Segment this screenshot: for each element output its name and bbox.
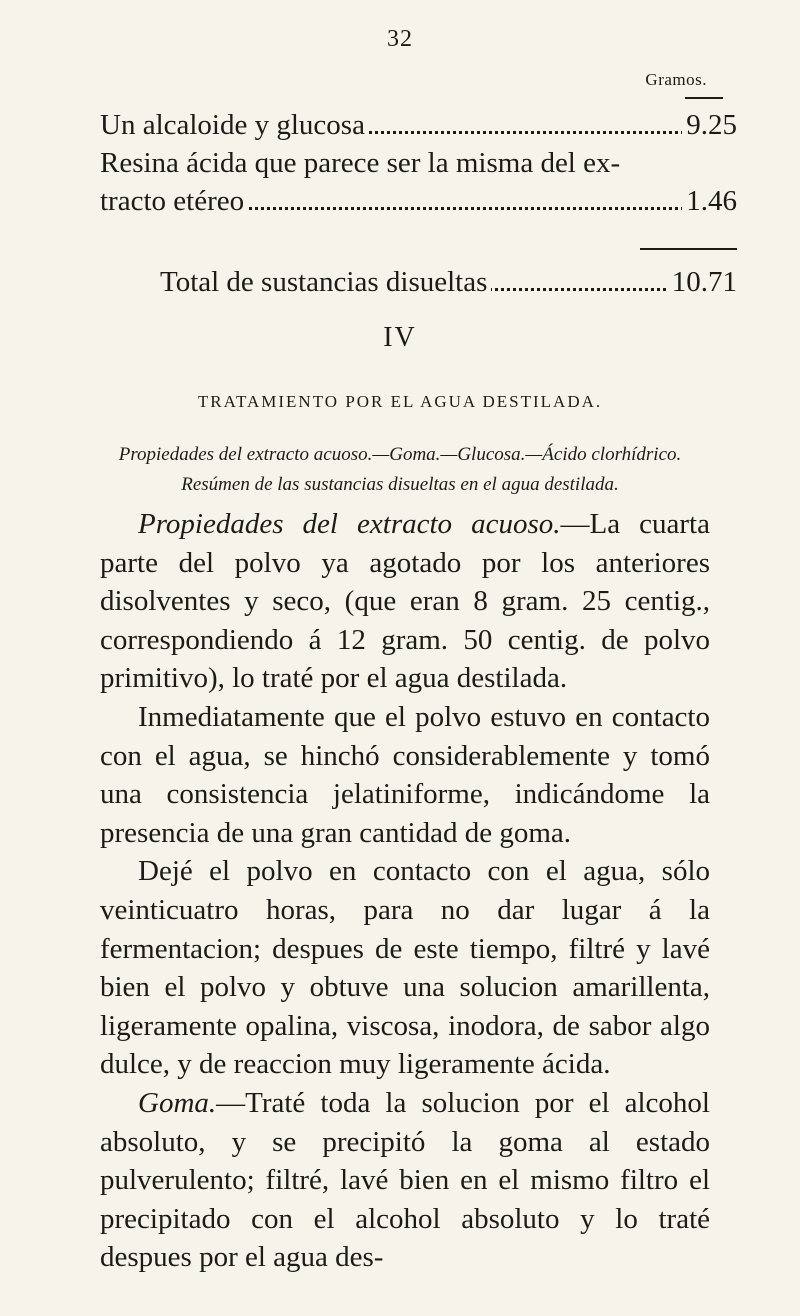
section-title: TRATAMIENTO POR EL AGUA DESTILADA. (197, 392, 603, 411)
section-numeral: IV (383, 322, 417, 353)
total-label: Total de sustancias disueltas (160, 266, 491, 298)
section-summary: Resúmen de las sustancias disueltas en el agua destilada. (181, 474, 619, 495)
total-value: 10.71 (668, 263, 737, 301)
paragraph: Dejé el polvo en contacto con el agua, sólo veinticuatro horas, para no dar lugar á la fermentacion; despues de este tiempo, filtré y lavé bien el polvo y obtuve una solucion amarillenta, ligeramente opalina, viscosa, inodora, de sabor algo dulce, y de reaccion muy ligeramente ácida. (100, 855, 710, 1081)
paragraph (100, 1084, 710, 1277)
paragraph-lead: Goma. (138, 1086, 217, 1119)
paragraph (100, 505, 710, 698)
paragraph-text: —Traté toda la solucion por el alcohol absoluto, y se precipitó la goma al estado pulverulento; filtré, lavé bien en el mismo filtro el precipitado con el alcohol absoluto y lo traté despues por el agua des- (100, 1086, 710, 1274)
paragraph: Inmediatamente que el polvo estuvo en contacto con el agua, se hinchó considerablemente y tomó una consistencia jelatiniforme, indicándome la presencia de una gran cantidad de goma. (100, 700, 710, 849)
body-text (100, 505, 710, 1277)
row-label: tracto etéreo (100, 185, 248, 217)
table-row (100, 182, 737, 220)
row-value: 9.25 (682, 106, 737, 144)
total-row (160, 263, 737, 301)
row-label: Resina ácida que parece ser la misma del ex- (100, 147, 624, 179)
section-summary: Propiedades del extracto acuoso.—Goma.—Glucosa.—Ácido clorhídrico. (118, 444, 682, 465)
units-column-header: Gramos. (645, 70, 707, 89)
row-value: 1.46 (682, 182, 737, 220)
table-row (100, 106, 737, 144)
header-rule (685, 97, 723, 99)
page-number: 32 (387, 26, 413, 52)
paragraph-text: —La cuarta parte del polvo ya agotado por los anteriores disolventes y seco, (que eran 8 gram. 25 centig., correspondiendo á 12 gram. 50 centig. de polvo primitivo), lo traté por el agua destilada. (100, 508, 710, 695)
sum-rule (640, 248, 737, 250)
row-label: Un alcaloide y glucosa (100, 109, 369, 141)
paragraph-lead: Propiedades del extracto acuoso. (138, 508, 561, 540)
table-row (100, 144, 737, 182)
